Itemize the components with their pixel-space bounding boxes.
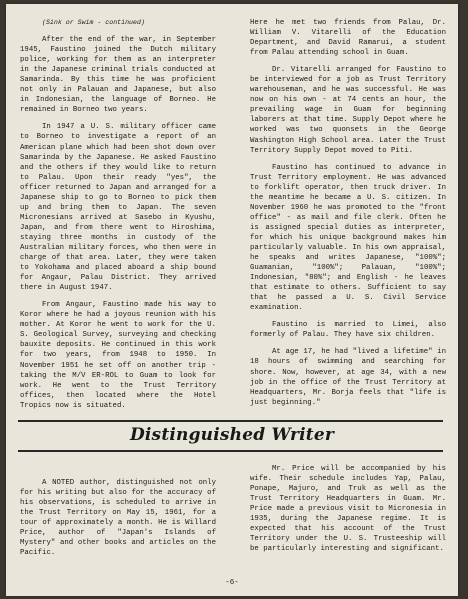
continued-label: (Sink or Swim - continued) <box>42 19 145 26</box>
right-paragraph: Faustino has continued to advance in Trust Territory employment. He was advanced to forklift operator, then truck driver. In the meantime he became a U. S. citizen. In November 1960 he was promoted to the "front office" - as mail and file clerk. Often he is assigned special duties as interpreter, for which his unique background makes him particularly valuable. In his own appraisal, he speaks and writes Japanese, "100%"; Guamanian, "100%"; Palauan, "100%"; Indonesian, "80%"; and English - he leaves that estimate to others. Sufficient to say that he passed a U. S. Civil Service examination. <box>250 163 446 313</box>
right-paragraph: Here he met two friends from Palau, Dr. William V. Vitarelli of the Education Department, and David Ramarui, a student from Palau attending school in Guam. <box>250 19 446 58</box>
section-heading: Distinguished Writer <box>129 425 335 445</box>
bottom-left-column <box>20 478 216 565</box>
bottom-right-paragraph: Mr. Price will be accompanied by his wife. Their schedule includes Yap, Palau, Ponape, Majuro, and Truk as well as the Trust Territory Headquarters in Guam. Mr. Price made a previous visit to Micronesia in 1935, during the Japanese regime. It is expected that his account of the Trust Territory under the U. S. Trusteeship will be particularly interesting and significant. <box>250 465 446 554</box>
left-column <box>20 18 216 418</box>
bottom-rule <box>18 450 443 452</box>
right-paragraph: Dr. Vitarelli arranged for Faustino to be interviewed for a job as Trust Territory warehouseman, and he was successful. He was now on his own - at 74 cents an hour, the prevailing wage in Guam for beginning laborers at that time. Supply Depot where he worked was two quonsets in the George Washington High School area. Later the Trust Territory Supply Depot moved to Piti. <box>250 66 446 155</box>
right-paragraph: Faustino is married to Limei, also formerly of Palau. They have six children. <box>250 321 446 340</box>
bottom-right-column <box>250 464 446 561</box>
magazine-page <box>6 4 458 596</box>
top-rule <box>18 420 443 422</box>
right-column <box>250 18 446 415</box>
right-paragraph: At age 17, he had "lived a lifetime" in 18 hours of swimming and searching for shore. Now, however, at age 34, with a new job in the office of the Trust Territory at Headquarters, Mr. Borja feels that "life is just beginning." <box>250 348 446 407</box>
left-paragraph: In 1947 a U. S. military officer came to Borneo to investigate a report of an American plane which had been shot down over Samarinda by the Japanese. He asked Faustino and the others if they would like to return to Palau. Upon their ready "yes", the officer returned to Japan and arranged for a Japanese ship to go to Borneo to pick them up and bring them to Japan. The seven Micronesians arrived at Sasebo in Kyushu, Japan, and from there went to Hiroshima, staying three months in custody of the Australian military forces, who then were in charge of that area. Later, they were taken to Yokohama and placed aboard a ship bound for Angaur, Palau District. They arrived there in August 1947. <box>20 123 216 293</box>
left-paragraph: After the end of the war, in September 1945, Faustino joined the Dutch military police, working for them as an interpreter in the Japanese criminal trials conducted at Samarinda. By this time he was proficient not only in Palauan and Japanese, but also in Indonesian, the language of Borneo. He remained in Borneo two years. <box>20 36 216 115</box>
bottom-left-paragraph: A NOTED author, distinguished not only for his writing but also for the accuracy of his observations, is scheduled to arrive in the Trust Territory on May 15, 1961, for a tour of approximately a month. He is Willard Price, author of "Japan's Islands of Mystery" and other books and articles on the Pacific. <box>20 479 216 558</box>
left-paragraph: From Angaur, Faustino made his way to Koror where he had a joyous reunion with his mother. At Koror he went to work for the U. S. Geological Survey, surveying and checking bauxite deposits. He continued in this work for two years, from 1948 to 1950. In November 1951 he set off on another trip - taking the M/V ER-ROL to Guam to look for work. He went to the Trust Territory offices, then located where the Hotel Tropics now is situated. <box>20 301 216 410</box>
page-number: -6- <box>225 579 239 587</box>
